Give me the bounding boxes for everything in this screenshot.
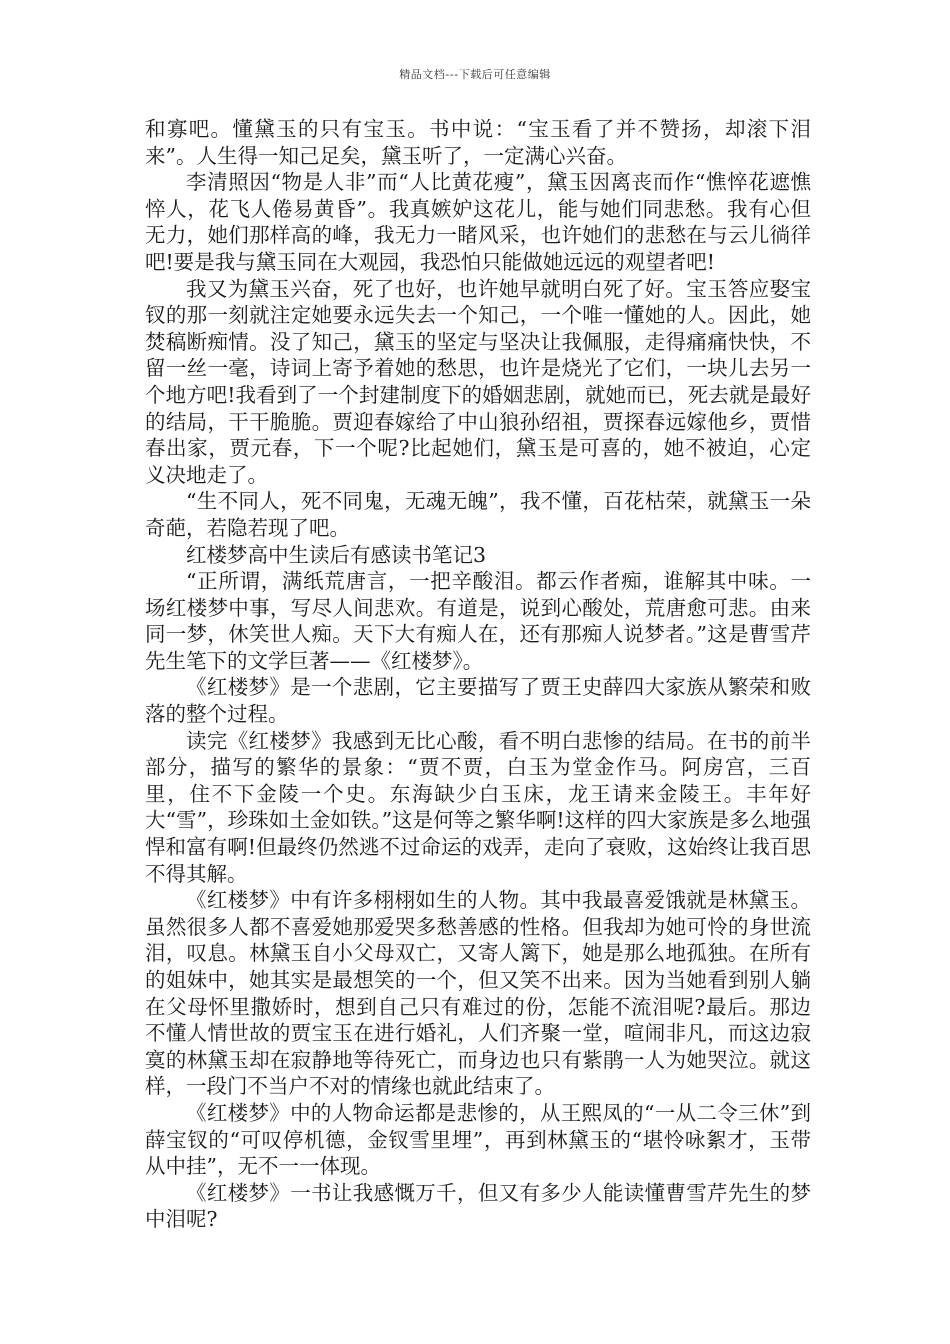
paragraph-7: 读完《红楼梦》我感到无比心酸，看不明白悲惨的结局。在书的前半部分，描写的繁华的景象：“贾不贾，白玉为堂金作马。阿房宫，三百里，住不下金陵一个史。东海缺少白玉床，龙王请来金陵王。丰年好大“雪”，珍珠如土金如铁。”这是何等之繁华啊!这样的四大家族是多么地强悍和富有啊!但最终仍然逃不过命运的戏弄，走向了衰败，这始终让我百思不得其解。: [145, 728, 811, 886]
paragraph-3: 我又为黛玉兴奋，死了也好，也许她早就明白死了好。宝玉答应娶宝钗的那一刻就注定她要永远失去一个知己，一个唯一懂她的人。因此，她焚稿断痴情。没了知己，黛玉的坚定与坚决让我佩服，走得痛痛快快，不留一丝一毫，诗词上寄予着她的愁思，也许是烧光了它们，一块儿去另一个地方吧!我看到了一个封建制度下的婚姻悲剧，就她而已，死去就是最好的结局，干干脆脆。贾迎春嫁给了中山狼孙绍祖，贾探春远嫁他乡，贾惜春出家，贾元春，下一个呢?比起她们，黛玉是可喜的，她不被迫，心定义决地走了。: [145, 276, 811, 487]
paragraph-2: 李清照因“物是人非”而“人比黄花瘦”，黛玉因离丧而作“憔悴花遮憔悴人，花飞人倦易黄昏”。我真嫉妒这花儿，能与她们同悲愁。我有心但无力，她们那样高的峰，我无力一睹风采，也许她们的悲愁在与云儿徜徉吧!要是我与黛玉同在大观园，我恐怕只能做她远远的观望者吧!: [145, 170, 811, 274]
paragraph-6: 《红楼梦》是一个悲剧，它主要描写了贾王史薛四大家族从繁荣和败落的整个过程。: [145, 675, 811, 727]
paragraph-1: 和寡吧。懂黛玉的只有宝玉。书中说：“宝玉看了并不赞扬，却滚下泪来”。人生得一知己足矣，黛玉听了，一定满心兴奋。: [145, 117, 811, 168]
section-heading: 红楼梦高中生读后有感读书笔记3: [186, 542, 487, 567]
paragraph-8: 《红楼梦》中有许多栩栩如生的人物。其中我最喜爱饿就是林黛玉。虽然很多人都不喜爱她那爱哭多愁善感的性格。但我却为她可怜的身世流泪，叹息。林黛玉自小父母双亡，又寄人篱下，她是那么地孤独。在所有的姐妹中，她其实是最想笑的一个，但又笑不出来。因为当她看到别人躺在父母怀里撒娇时，想到自己只有难过的份，怎能不流泪呢?最后。那边不懂人情世故的贾宝玉在进行婚礼，人们齐聚一堂，喧闹非凡，而这边寂寞的林黛玉却在寂静地等待死亡，而身边也只有紫鹃一人为她哭泣。就这样，一段门不当户不对的情缘也就此结束了。: [145, 888, 811, 1099]
paragraph-10: 《红楼梦》一书让我感慨万千，但又有多少人能读懂曹雪芹先生的梦中泪呢?: [145, 1180, 811, 1232]
paragraph-5: “正所谓，满纸荒唐言，一把辛酸泪。都云作者痴，谁解其中味。一场红楼梦中事，写尽人间悲欢。有道是，说到心酸处，荒唐愈可悲。由来同一梦，休笑世人痴。天下大有痴人在，还有那痴人说梦者。”这是曹雪芹先生笔下的文学巨著——《红楼梦》。: [145, 569, 811, 673]
page-header: 精品文档---下载后可任意编辑: [399, 68, 551, 81]
paragraph-4: “生不同人，死不同鬼，无魂无魄”，我不懂，百花枯荣，就黛玉一朵奇葩，若隐若现了吧。: [145, 489, 811, 540]
paragraph-9: 《红楼梦》中的人物命运都是悲惨的，从王熙凤的“一从二令三休”到薛宝钗的“可叹停机德，金钗雪里埋”，再到林黛玉的“堪怜咏絮才，玉带从中挂”，无不一一体现。: [145, 1100, 811, 1179]
document-body: [145, 116, 811, 1233]
